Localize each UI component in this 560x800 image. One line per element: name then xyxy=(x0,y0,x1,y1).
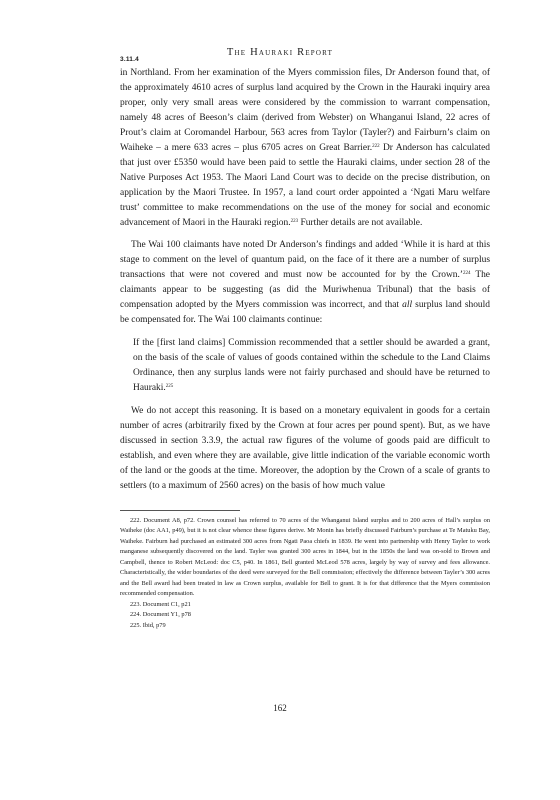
footnote-rule xyxy=(120,510,240,511)
paragraph-2-text-c: surplus land should be compensated for. The Wai 100 claimants continue: xyxy=(120,299,490,325)
running-title: The Hauraki Report xyxy=(226,47,334,58)
footnote-number: 224. xyxy=(130,611,142,619)
footnote-224 xyxy=(120,610,490,620)
footnote-225 xyxy=(120,621,490,631)
footnote-number: 223. xyxy=(130,600,142,608)
paragraph-3-text: We do not accept this reasoning. It is based on a monetary equivalent in goods for a certain number of acres (arbitrarily fixed by the Crown at four acres per pound spent). But, as we have discussed in section 3.3.9, the actual raw figures of the volume of goods paid are difficult to establish, and even where they are available, give little indication of the variable economic worth of the land or the goods at the time. Moreover, the adoption by the Crown of a scale of grants to settlers (to a maximum of 2560 acres) on the basis of how much value xyxy=(120,405,490,492)
footnote-ref-223: 223 xyxy=(290,219,299,225)
footnote-ref-224: 224 xyxy=(463,270,471,276)
paragraph-2-text: The Wai 100 claimants have noted Dr Anderson’s findings and added ‘While it is hard at this stage to comment on the level of quantum paid, on the face of it there are a number of surplus transactions that were not covered and must now be accounted for by the Crown.’ xyxy=(120,239,490,280)
footnote-number: 222. xyxy=(130,517,142,524)
paragraph-3 xyxy=(120,404,490,494)
paragraph-1-text-b: Dr Anderson has calculated that just over £5350 would have been paid to settle the Hauraki claims, under section 28 of the Native Purposes Act 1953. The Maori Land Court was to decide on the precise distribution, on application by the Maori Trustee. In 1957, a land court order appointed a ‘Ngati Maru welfare trust’ committee to make recommendations on the use of the money for social and economic advancement of Maori in the Hauraki region. xyxy=(120,143,490,229)
footnote-text: Ibid, p79 xyxy=(142,621,166,629)
footnote-ref-225: 225 xyxy=(165,383,174,389)
footnote-222 xyxy=(120,516,490,600)
body-text xyxy=(120,66,490,494)
page-number: 162 xyxy=(273,703,287,713)
section-number: 3.11.4 xyxy=(120,56,139,63)
footnote-text: Document Y1, p78 xyxy=(142,611,191,619)
footnote-text: Document A8, p72. Crown counsel has referred to 70 acres of the Whanganui Island surplus and to 200 acres of Hall’s surplus on Waiheke (doc AA1, p49), but it is not clear whence these figures derive. Mr Monin has briefly discussed Fairburn’s purchase at Te Matuku Bay, Waiheke. Fairburn had purchased an estimated 300 acres from Ngati Paoa chiefs in 1839. He went into partnership with Henry Tayler to work manganese subsequently discovered on the land. Tayler was granted 300 acres in 1844, but in the 1850s the land was on-sold to Brown and Campbell, thence to Robert McLeod: doc C5, p40. In 1861, Bell granted McLeod 578 acres, largely by way of survey and fees allowance. Characteristically, the wider boundaries of the deed were surveyed for the Bell commission; effectively the difference between Tayler’s 300 acres and the Bell award had been treated in law as Crown surplus, available for Bell to grant. It is for that difference that the Myers commission recommended compensation. xyxy=(120,517,490,598)
footnote-number: 225. xyxy=(130,621,142,629)
block-quote xyxy=(133,336,490,396)
block-quote-text: If the [first land claims] Commission recommended that a settler should be awarded a grant, on the basis of the scale of values of goods contained within the schedule to the Land Claims Ordinance, then any surplus lands were not fairly purchased and should have be returned to Hauraki. xyxy=(133,337,490,393)
paragraph-1 xyxy=(120,66,490,232)
footnotes xyxy=(120,516,490,631)
footnote-223 xyxy=(120,600,490,610)
paragraph-2 xyxy=(120,238,490,328)
paragraph-1-text-c: Further details are not available. xyxy=(298,218,423,229)
paragraph-1-text: in Northland. From her examination of the Myers commission files, Dr Anderson found that, of the approximately 4610 acres of surplus land acquired by the Crown in the Hauraki inquiry area proper, only very small areas were considered by the commission to warrant compensation, namely 48 acres of Beeson’s claim (derived from Webster) on Whanganui Island, 22 acres of Prout’s claim at Coromandel Harbour, 563 acres from Taylor (Tayler?) and Fairburn’s claim on Waiheke – a mere 633 acres – plus 6705 acres on Great Barrier. xyxy=(120,68,490,154)
paragraph-2-text-b: The claimants appear to be suggesting (as did the Muriwhenua Tribunal) that the basis of compensation adopted by the Myers commission was incorrect, and that xyxy=(120,269,490,310)
footnote-text: Document C1, p21 xyxy=(142,600,191,608)
running-head xyxy=(0,47,560,58)
footnote-ref-222: 222 xyxy=(372,144,380,150)
paragraph-2-emphasis: all xyxy=(402,299,413,310)
